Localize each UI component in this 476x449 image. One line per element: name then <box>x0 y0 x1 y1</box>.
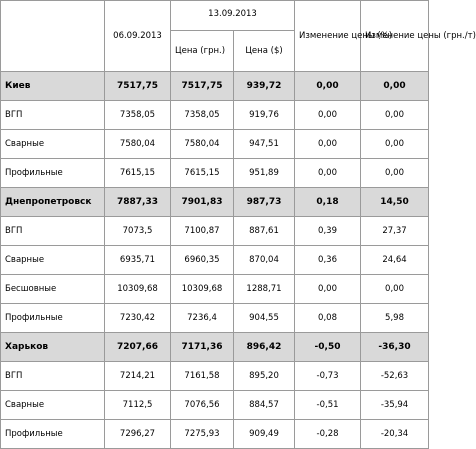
product-value-cell: 0,36 <box>295 246 361 275</box>
header-date-old: 06.09.2013 <box>105 1 171 72</box>
product-value-cell: 10309,68 <box>171 275 234 304</box>
product-value-cell: 7615,15 <box>171 159 234 188</box>
product-row <box>1 275 429 304</box>
product-name: Профильные <box>1 159 105 188</box>
product-value-cell: 7073,5 <box>105 217 171 246</box>
product-value-cell: 0,00 <box>361 101 429 130</box>
group-value-cell: -0,50 <box>295 333 361 362</box>
product-value-cell: -20,34 <box>361 420 429 449</box>
product-value-cell: 6935,71 <box>105 246 171 275</box>
product-value-cell: 27,37 <box>361 217 429 246</box>
group-value-cell: 0,00 <box>295 72 361 101</box>
header-price-uah: Цена (грн.) <box>171 31 234 72</box>
product-name: ВГП <box>1 217 105 246</box>
group-city-name: Киев <box>1 72 105 101</box>
product-value-cell: 947,51 <box>234 130 295 159</box>
group-value-cell: -36,30 <box>361 333 429 362</box>
product-value-cell: -35,94 <box>361 391 429 420</box>
group-value-cell: 7887,33 <box>105 188 171 217</box>
group-value-cell: 7517,75 <box>171 72 234 101</box>
product-row <box>1 217 429 246</box>
product-name: Бесшовные <box>1 275 105 304</box>
group-value-cell: 7171,36 <box>171 333 234 362</box>
product-value-cell: 0,00 <box>295 159 361 188</box>
product-value-cell: 7275,93 <box>171 420 234 449</box>
product-value-cell: 7580,04 <box>171 130 234 159</box>
product-name: Профильные <box>1 304 105 333</box>
product-value-cell: 24,64 <box>361 246 429 275</box>
product-value-cell: 870,04 <box>234 246 295 275</box>
group-value-cell: 7901,83 <box>171 188 234 217</box>
group-row <box>1 333 429 362</box>
group-value-cell: 896,42 <box>234 333 295 362</box>
product-value-cell: 909,49 <box>234 420 295 449</box>
product-value-cell: 1288,71 <box>234 275 295 304</box>
product-row <box>1 130 429 159</box>
product-value-cell: 0,00 <box>295 101 361 130</box>
group-value-cell: 0,00 <box>361 72 429 101</box>
product-value-cell: 7358,05 <box>171 101 234 130</box>
product-row <box>1 362 429 391</box>
product-value-cell: 904,55 <box>234 304 295 333</box>
product-value-cell: 7236,4 <box>171 304 234 333</box>
product-value-cell: 887,61 <box>234 217 295 246</box>
product-name: Сварные <box>1 246 105 275</box>
product-name: ВГП <box>1 101 105 130</box>
product-value-cell: 0,08 <box>295 304 361 333</box>
product-name: Сварные <box>1 391 105 420</box>
product-value-cell: 0,00 <box>295 275 361 304</box>
group-value-cell: 987,73 <box>234 188 295 217</box>
product-row <box>1 246 429 275</box>
product-value-cell: 6960,35 <box>171 246 234 275</box>
product-value-cell: 0,00 <box>361 159 429 188</box>
group-city-name: Харьков <box>1 333 105 362</box>
product-value-cell: 7358,05 <box>105 101 171 130</box>
product-value-cell: 7161,58 <box>171 362 234 391</box>
group-value-cell: 7517,75 <box>105 72 171 101</box>
product-value-cell: 7580,04 <box>105 130 171 159</box>
product-value-cell: 884,57 <box>234 391 295 420</box>
product-value-cell: 951,89 <box>234 159 295 188</box>
product-name: ВГП <box>1 362 105 391</box>
product-value-cell: 0,00 <box>295 130 361 159</box>
product-value-cell: 0,39 <box>295 217 361 246</box>
product-row <box>1 420 429 449</box>
group-value-cell: 14,50 <box>361 188 429 217</box>
product-value-cell: -0,73 <box>295 362 361 391</box>
product-value-cell: -0,51 <box>295 391 361 420</box>
group-row <box>1 188 429 217</box>
product-value-cell: 919,76 <box>234 101 295 130</box>
product-value-cell: 7214,21 <box>105 362 171 391</box>
product-name: Профильные <box>1 420 105 449</box>
product-row <box>1 391 429 420</box>
product-value-cell: 5,98 <box>361 304 429 333</box>
product-value-cell: -52,63 <box>361 362 429 391</box>
header-row-top <box>1 1 429 31</box>
product-value-cell: 7615,15 <box>105 159 171 188</box>
product-value-cell: 7230,42 <box>105 304 171 333</box>
header-change-uah: Изменение цены (грн./т) <box>361 1 429 72</box>
price-table-body <box>1 1 476 449</box>
product-value-cell: 895,20 <box>234 362 295 391</box>
product-value-cell: 10309,68 <box>105 275 171 304</box>
product-value-cell: 7296,27 <box>105 420 171 449</box>
product-value-cell: 0,00 <box>361 130 429 159</box>
product-value-cell: -0,28 <box>295 420 361 449</box>
product-value-cell: 7112,5 <box>105 391 171 420</box>
group-row <box>1 72 429 101</box>
group-city-name: Днепропетровск <box>1 188 105 217</box>
group-value-cell: 7207,66 <box>105 333 171 362</box>
header-change-pct: Изменение цены (%) <box>295 1 361 72</box>
group-value-cell: 0,18 <box>295 188 361 217</box>
header-price-usd: Цена ($) <box>234 31 295 72</box>
product-row <box>1 101 429 130</box>
header-corner-cell <box>1 1 105 72</box>
product-value-cell: 7100,87 <box>171 217 234 246</box>
product-value-cell: 0,00 <box>361 275 429 304</box>
product-value-cell: 7076,56 <box>171 391 234 420</box>
header-date-new: 13.09.2013 <box>171 1 295 31</box>
product-row <box>1 304 429 333</box>
group-value-cell: 939,72 <box>234 72 295 101</box>
product-row <box>1 159 429 188</box>
product-name: Сварные <box>1 130 105 159</box>
